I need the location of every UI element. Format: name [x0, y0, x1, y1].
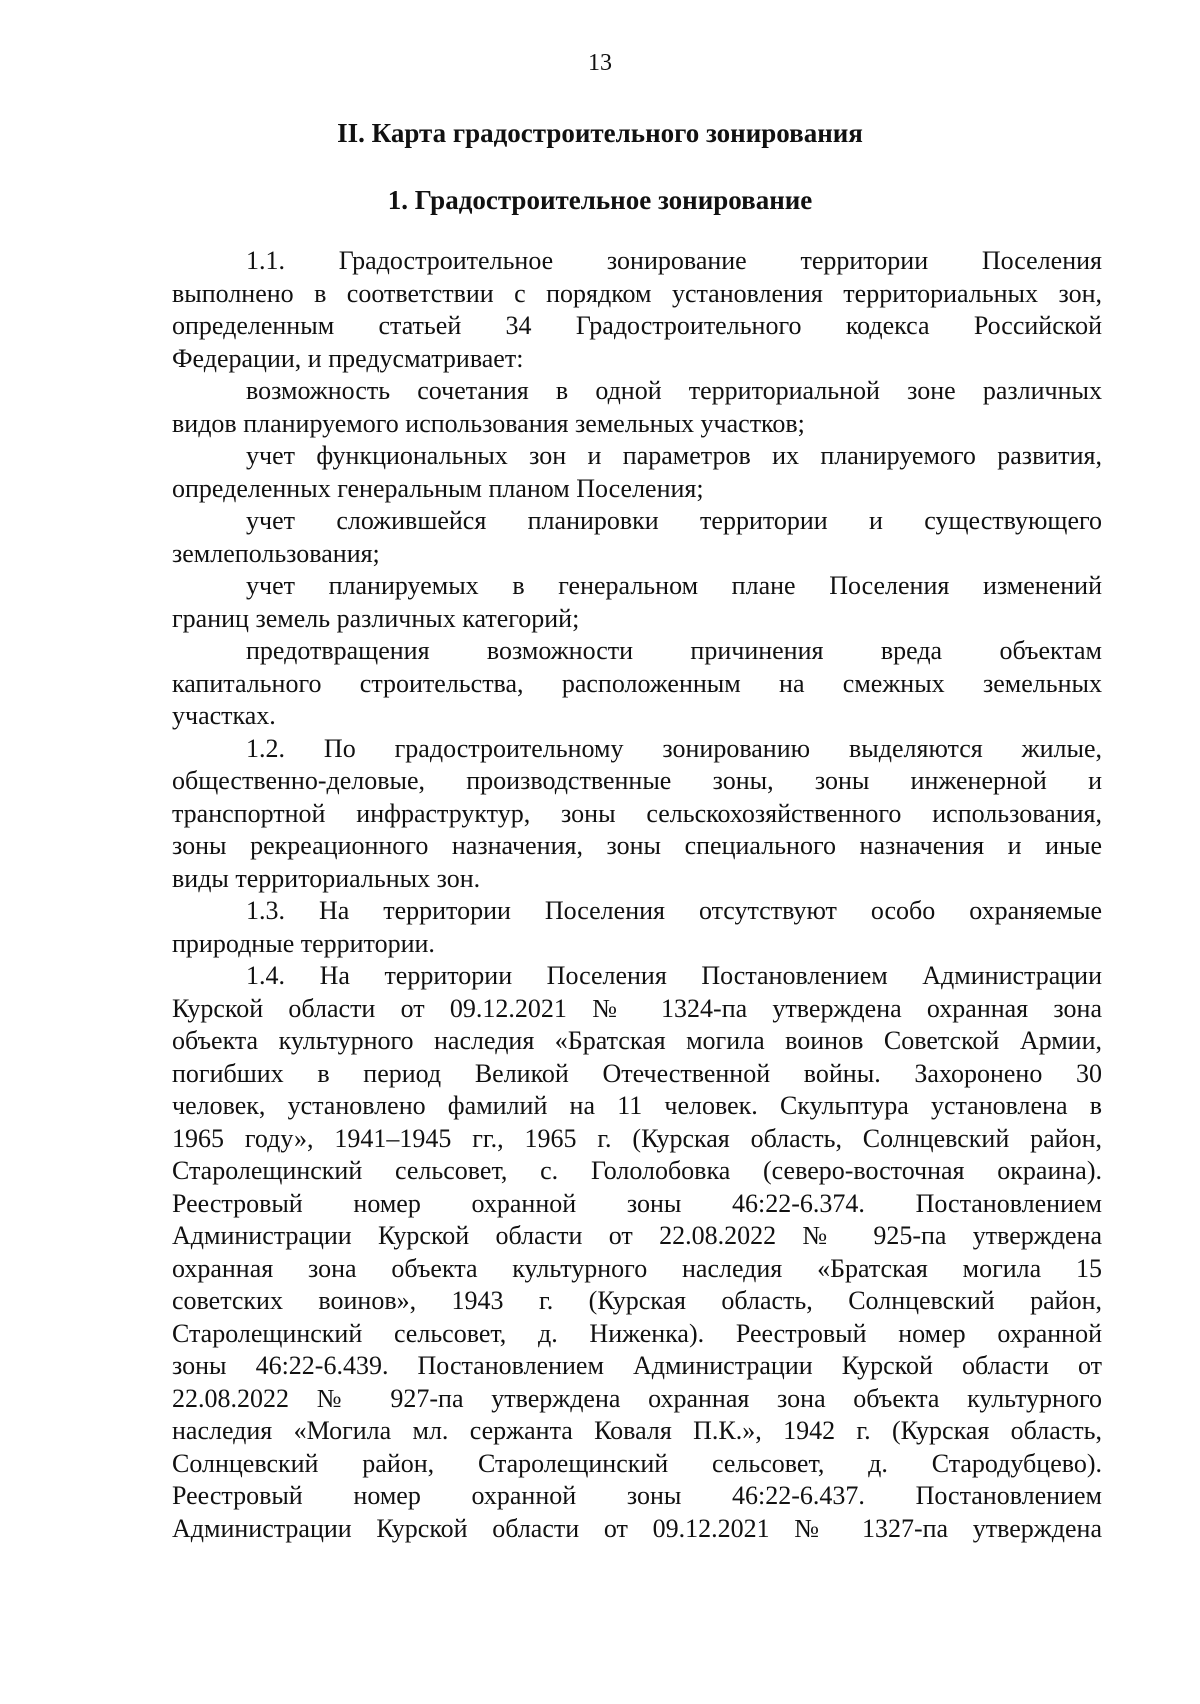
text-line: участках.	[172, 701, 276, 730]
text-line: 1965 году», 1941–1945 гг., 1965 г. (Курская область, Солнцевский район,	[172, 1123, 1102, 1153]
text-line: выполнено в соответствии с порядком установления территориальных зон,	[172, 278, 1102, 308]
text-line: Федерации, и предусматривает:	[172, 343, 524, 373]
text-line: 22.08.2022 № 927-па утверждена охранная зона объекта культурного	[172, 1383, 1102, 1413]
text-line: видов планируемого использования земельных участков;	[172, 408, 805, 438]
subsection-title: 1. Градостроительное зонирование	[387, 185, 813, 215]
text-line: определенных генеральным планом Поселения;	[172, 473, 704, 503]
text-line: Реестровый номер охранной зоны 46:22-6.437. Постановлением	[172, 1481, 1102, 1510]
text-line: зоны рекреационного назначения, зоны специального назначения и иные	[172, 831, 1102, 860]
text-line: землепользования;	[172, 538, 380, 568]
text-line: Администрации Курской области от 09.12.2021 № 1327-па утверждена	[172, 1513, 1102, 1543]
text-line: Реестровый номер охранной зоны 46:22-6.374. Постановлением	[172, 1188, 1102, 1218]
text-line: Администрации Курской области от 22.08.2022 № 925-па утверждена	[172, 1221, 1102, 1250]
page-number: 13	[588, 50, 612, 76]
text-line: Старолещинский сельсовет, д. Ниженка). Реестровый номер охранной	[172, 1318, 1102, 1348]
text-line: 1.3. На территории Поселения отсутствуют особо охраняемые	[246, 896, 1102, 925]
text-line: объекта культурного наследия «Братская могила воинов Советской Армии,	[172, 1026, 1102, 1055]
text-line: предотвращения возможности причинения вреда объектам	[246, 636, 1102, 665]
text-line: возможность сочетания в одной территориальной зоне различных	[246, 376, 1102, 405]
text-line: Курской области от 09.12.2021 № 1324-па утверждена охранная зона	[172, 993, 1102, 1023]
text-line: 1.1. Градостроительное зонирование территории Поселения	[246, 246, 1102, 275]
text-line: виды территориальных зон.	[172, 863, 481, 893]
text-line: Старолещинский сельсовет, с. Гололобовка (северо-восточная окраина).	[172, 1156, 1102, 1185]
text-line: Солнцевский район, Старолещинский сельсовет, д. Стародубцево).	[172, 1448, 1102, 1478]
text-line: погибших в период Великой Отечественной войны. Захоронено 30	[172, 1058, 1102, 1088]
text-line: учет сложившейся планировки территории и существующего	[246, 506, 1102, 535]
text-line: охранная зона объекта культурного наследия «Братская могила 15	[172, 1253, 1102, 1283]
text-line: транспортной инфраструктур, зоны сельскохозяйственного использования,	[172, 798, 1102, 828]
text-line: советских воинов», 1943 г. (Курская область, Солнцевский район,	[172, 1286, 1102, 1315]
body-text	[172, 245, 1102, 1545]
text-line: учет планируемых в генеральном плане Поселения изменений	[246, 571, 1102, 600]
text-line: 1.4. На территории Поселения Постановлением Администрации	[246, 961, 1102, 990]
text-line: капитального строительства, расположенным на смежных земельных	[172, 668, 1102, 698]
text-line: 1.2. По градостроительному зонированию выделяются жилые,	[246, 733, 1102, 763]
text-line: зоны 46:22-6.439. Постановлением Администрации Курской области от	[172, 1351, 1102, 1380]
text-line: определенным статьей 34 Градостроительного кодекса Российской	[172, 311, 1102, 340]
text-line: природные территории.	[172, 928, 435, 958]
text-line: учет функциональных зон и параметров их планируемого развития,	[246, 441, 1102, 470]
text-line: границ земель различных категорий;	[172, 603, 580, 633]
text-line: человек, установлено фамилий на 11 человек. Скульптура установлена в	[172, 1091, 1102, 1120]
text-line: наследия «Могила мл. сержанта Коваля П.К.», 1942 г. (Курская область,	[172, 1416, 1102, 1445]
text-line: общественно-деловые, производственные зоны, зоны инженерной и	[172, 766, 1102, 795]
section-title: II. Карта градостроительного зонирования	[337, 118, 863, 148]
